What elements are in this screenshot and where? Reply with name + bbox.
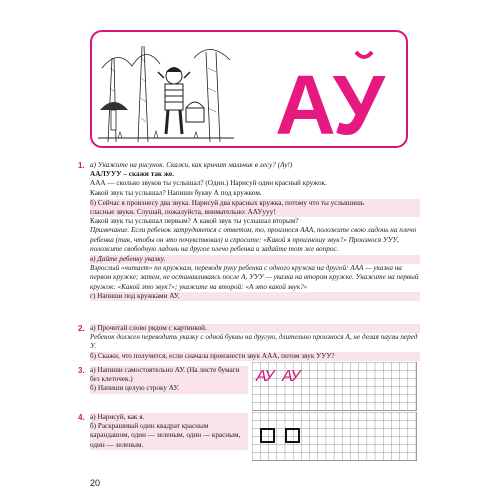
exercise-number: 4.: [78, 413, 85, 422]
exercise-1-note: Примечание. Если ребенок затрудняется с ответом, то, произнося ААА, положите свою ладонь на плечо ребенка (так, чтобы он это почувствовал) и спросите: «Какой я произношу звук?» Произнося УУУ, положите свободную ладонь на другое плечо ребенка и задайте тот же вопрос.: [90, 226, 417, 253]
exercise-4a: а) Нарисуй, как я.: [90, 413, 248, 422]
exercise-number: 2.: [78, 324, 85, 333]
exercise-1c-line2: Взрослый «читает» по кружкам, переводя руку ребенка с одного кружка на другой: ААА — указка на первом кружке; затем, не останавливаясь после А, УУУ — указка на втором кружке. Укажите на первый кружок: «Какой это звук?»; укажите на второй: «А это какой звук?»: [90, 264, 419, 291]
exercise-2a: а) Прочитай слово рядом с картинкой.: [90, 324, 420, 333]
exercise-1a-line2: ААЛУУУ – скажи так же.: [90, 170, 174, 179]
exercise-number: 3.: [78, 366, 85, 375]
svg-text:АУ: АУ: [275, 58, 385, 142]
writing-grid-2: [252, 412, 417, 461]
exercise-1c-line1: в) Дайте ребенку указку.: [90, 255, 420, 264]
page-number: 20: [90, 478, 101, 488]
exercise-3b: б) Напиши целую строку АУ.: [90, 384, 248, 393]
exercise-2: [78, 324, 420, 361]
drawn-square-2: [285, 428, 300, 443]
exercise-1b-line1: б) Сейчас я произнесу два звука. Нарисуй два красных кружка, потому что ты услышишь: [90, 199, 420, 208]
exercise-1a-line3: ААА — сколько звуков ты услышал? (Один.) Нарисуй один красный кружок.: [90, 179, 327, 188]
boy-in-forest-illustration: [98, 38, 234, 142]
exercise-1d: г) Напиши под кружками АУ.: [90, 292, 420, 301]
exercise-3: [78, 366, 248, 394]
exercise-1a-line4: Какой звук ты услышал? Напиши букву А под кружком.: [90, 188, 262, 197]
exercise-number: 1.: [78, 161, 85, 170]
writing-grid-1: [252, 362, 417, 411]
sample-word-2: АУ: [282, 368, 300, 385]
exercise-1a: а) Укажите на рисунок. Скажи, как кричит мальчик в лесу? (Ау!): [90, 161, 293, 169]
letters-au-heading: [260, 38, 400, 142]
exercise-1b-line3: Какой звук ты услышал первым? А какой звук ты услышал вторым?: [90, 217, 299, 226]
exercise-4: [78, 413, 248, 450]
exercise-2a-note: Ребенок должен переводить указку с одной буквы на другую, длительно произнося А, не делая паузы перед У.: [90, 333, 418, 351]
exercise-4b: б) Раскрашивай один квадрат красным карандашом, один — зеленым, один — красным, один — зеленым.: [90, 422, 248, 450]
exercise-2b: б) Скажи, что получится, если сначала произнести звук ААА, потом звук УУУ?: [90, 352, 420, 361]
header-frame: [90, 30, 408, 148]
exercise-1b-line2: гласные звуки. Слушай, пожалуйста, внимательно: ААУууу!: [90, 208, 420, 217]
drawn-square-1: [260, 428, 275, 443]
sample-word-1: АУ: [256, 368, 274, 385]
exercise-3a: а) Напиши самостоятельно АУ. (На листе бумаги без клеточек.): [90, 366, 248, 384]
exercise-1: [78, 161, 420, 301]
